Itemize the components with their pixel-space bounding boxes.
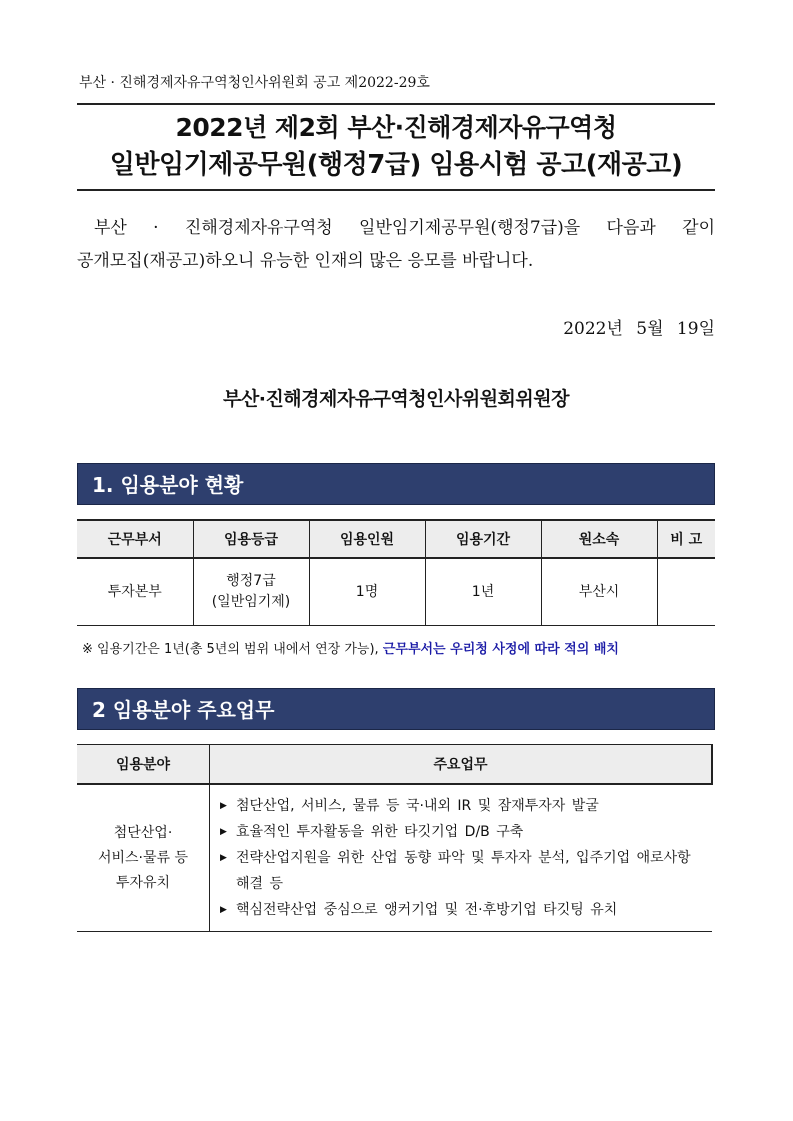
note-text: ※ 임용기간은 1년(총 5년의 범위 내에서 연장 가능),: [82, 642, 383, 657]
list-item: [218, 845, 702, 897]
title-line-1: 2022년 제2회 부산·진해경제자유구역청: [175, 113, 617, 142]
intro-paragraph: [77, 212, 715, 278]
issuer: 부산·진해경제자유구역청인사위원회위원장: [223, 388, 569, 410]
col-origin-header: 원소속: [541, 520, 657, 558]
announcement-date: 2022년 5월 19일: [563, 319, 715, 339]
triangle-bullet-icon: ▶: [220, 801, 227, 811]
col-duties-header: 주요업무: [210, 745, 713, 785]
page-title: [77, 110, 715, 184]
col-dept-header: 근무부서: [77, 520, 193, 558]
list-item: [218, 897, 702, 923]
title-line-2: 일반임기제공무원(행정7급) 임용시험 공고(재공고): [109, 150, 683, 180]
col-field-header: 임용분야: [77, 745, 210, 785]
period-note: [82, 638, 619, 657]
triangle-bullet-icon: ▶: [220, 827, 227, 837]
cell-field: [77, 784, 210, 932]
duty-text: 핵심전략산업 중심으로 앵커기업 및 전·후방기업 타깃팅 유치: [236, 902, 618, 918]
table-header-row: [77, 745, 712, 785]
field-line-3: 투자유치: [115, 874, 171, 891]
duty-text: 효율적인 투자활동을 위한 타깃기업 D/B 구축: [236, 824, 524, 840]
duty-text: 전략산업지원을 위한 산업 동향 파악 및 투자자 분석, 입주기업 애로사항 해결 등: [236, 850, 691, 892]
list-item: [218, 793, 702, 819]
cell-grade: [193, 558, 309, 626]
table-header-row: [77, 520, 715, 558]
duty-text: 첨단산업, 서비스, 물류 등 국·내외 IR 및 잠재투자자 발굴: [236, 798, 599, 814]
table-row: [77, 784, 712, 932]
col-count-header: 임용인원: [309, 520, 425, 558]
field-line-2: 서비스·물류 등: [97, 849, 189, 866]
triangle-bullet-icon: ▶: [220, 905, 227, 915]
cell-count: 1명: [309, 558, 425, 626]
announcement-reference: 부산 · 진해경제자유구역청인사위원회 공고 제2022-29호: [79, 75, 430, 91]
col-period-header: 임용기간: [425, 520, 541, 558]
cell-grade-line2: (일반임기제): [211, 594, 291, 610]
intro-line-2: 공개모집(재공고)하오니 유능한 인재의 많은 응모를 바랍니다.: [77, 251, 534, 271]
recruitment-table: [77, 519, 715, 626]
cell-dept: 투자본부: [77, 558, 193, 626]
cell-remarks: [657, 558, 715, 626]
cell-period: 1년: [425, 558, 541, 626]
cell-duties: [210, 784, 713, 932]
triangle-bullet-icon: ▶: [220, 853, 227, 863]
list-item: [218, 819, 702, 845]
intro-line-1: 부산 · 진해경제자유구역청 일반임기제공무원(행정7급)을 다음과 같이: [94, 218, 715, 238]
table-row: [77, 558, 715, 626]
section-2-heading: 2 임용분야 주요업무: [77, 688, 715, 730]
note-highlight: 근무부서는 우리청 사정에 따라 적의 배치: [382, 642, 619, 657]
title-rule-bottom: [77, 189, 715, 191]
duties-table: [77, 744, 713, 932]
duties-list: [218, 793, 702, 923]
cell-grade-line1: 행정7급: [226, 573, 276, 589]
col-grade-header: 임용등급: [193, 520, 309, 558]
field-line-1: 첨단산업·: [113, 824, 173, 841]
col-remarks-header: 비 고: [657, 520, 715, 558]
section-1-heading: 1. 임용분야 현황: [77, 463, 715, 505]
cell-origin: 부산시: [541, 558, 657, 626]
title-rule-top: [77, 103, 715, 105]
